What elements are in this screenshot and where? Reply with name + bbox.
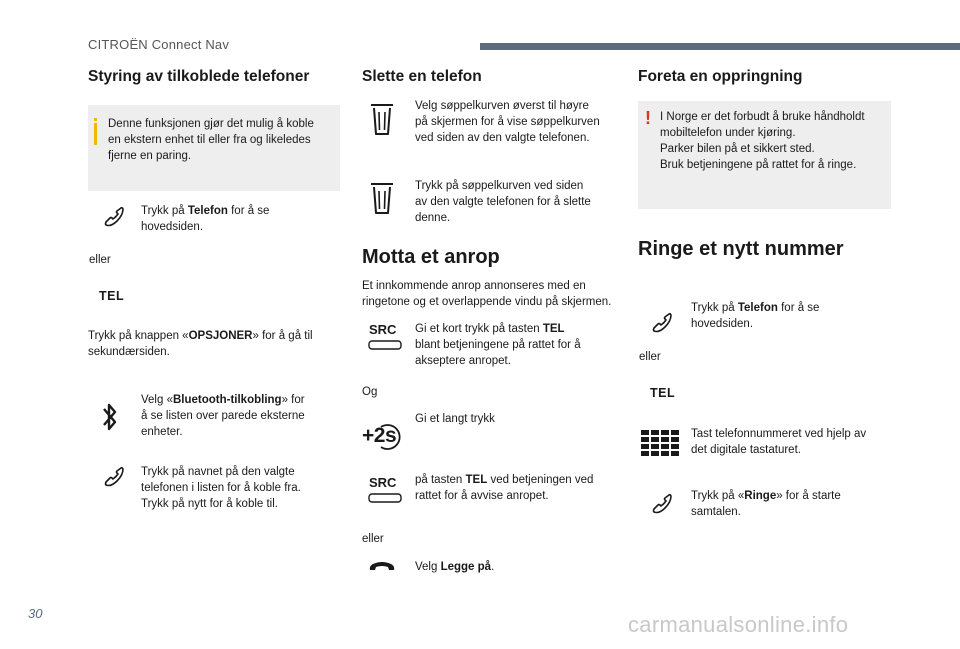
or-label: eller	[89, 254, 111, 266]
heading-manage-phones: Styring av tilkoblede telefoner	[88, 68, 310, 85]
heading-delete-phone: Slette en telefon	[362, 68, 482, 85]
or-label: eller	[362, 533, 384, 545]
accept-call-text: Gi et kort trykk på tasten TEL blant betjeningene på rattet for å akseptere anropet.	[415, 323, 581, 367]
phone-icon	[102, 466, 124, 488]
delete-step1: Velg søppelkurven øverst til høyre på skjermen for å vise søppelkurven ved siden av den valgte telefonen.	[415, 100, 600, 144]
phone-icon	[650, 312, 672, 334]
header-bar	[480, 43, 960, 50]
page-number: 30	[28, 606, 43, 621]
src-key-label: SRC	[369, 475, 397, 490]
info-text: Denne funksjonen gjør det mulig å koble en ekstern enhet til eller fra og likeledes fjerne en paring.	[108, 118, 314, 162]
keypad-icon	[641, 430, 681, 457]
steering-key-icon	[368, 339, 402, 351]
long-press-icon: +2s	[362, 424, 397, 447]
or-label: eller	[639, 351, 661, 363]
src-key-label: SRC	[369, 322, 397, 337]
manual-header-title: CITROËN Connect Nav	[88, 37, 230, 52]
step-telefon: Trykk på Telefon for å se hovedsiden.	[691, 302, 820, 330]
ring-text: Trykk på «Ringe» for å starte samtalen.	[691, 490, 841, 518]
bluetooth-icon	[102, 400, 118, 434]
bluetooth-text: Velg «Bluetooth-tilkobling» for å se listen over parede eksterne enheter.	[141, 394, 305, 438]
hang-up-text: Velg Legge på.	[415, 561, 495, 573]
phone-icon	[650, 493, 672, 515]
step-telefon: Trykk på Telefon for å se hovedsiden.	[141, 205, 270, 233]
info-box	[88, 105, 340, 191]
tel-key-label: TEL	[650, 386, 676, 400]
hang-up-icon	[368, 560, 396, 574]
keypad-text: Tast telefonnummeret ved hjelp av det digitale tastaturet.	[691, 428, 867, 456]
reject-call-text: på tasten TEL ved betjeningen ved rattet for å avvise anropet.	[415, 474, 594, 502]
warning-box	[638, 101, 891, 209]
heading-make-call: Foreta en oppringning	[638, 68, 803, 85]
long-press-text: Gi et langt trykk	[415, 413, 495, 425]
warning-text: I Norge er det forbudt å bruke håndholdt mobiltelefon under kjøring. Parker bilen på et sikkert sted. Bruk betjeningene på rattet for å ringe.	[660, 111, 865, 171]
heading-receive-call: Motta et anrop	[362, 246, 500, 268]
watermark: carmanualsonline.info	[628, 612, 849, 637]
receive-intro: Et innkommende anrop annonseres med en ringetone og et overlappende vindu på skjermen.	[362, 280, 612, 308]
tel-key-label: TEL	[99, 289, 125, 303]
delete-step2: Trykk på søppelkurven ved siden av den valgte telefonen for å slette denne.	[415, 180, 591, 224]
phone-icon	[102, 206, 124, 228]
steering-key-icon	[368, 492, 402, 504]
trash-icon	[370, 181, 394, 215]
options-text: Trykk på knappen «OPSJONER» for å gå til sekundærsiden.	[88, 330, 313, 358]
trash-icon	[370, 102, 394, 136]
heading-dial-new-number: Ringe et nytt nummer	[638, 238, 844, 260]
info-icon	[94, 118, 97, 121]
select-name-text: Trykk på navnet på den valgte telefonen i listen for å koble fra. Trykk på nytt for å koble til.	[141, 466, 301, 510]
warning-icon: !	[645, 108, 651, 128]
and-label: Og	[362, 386, 378, 398]
